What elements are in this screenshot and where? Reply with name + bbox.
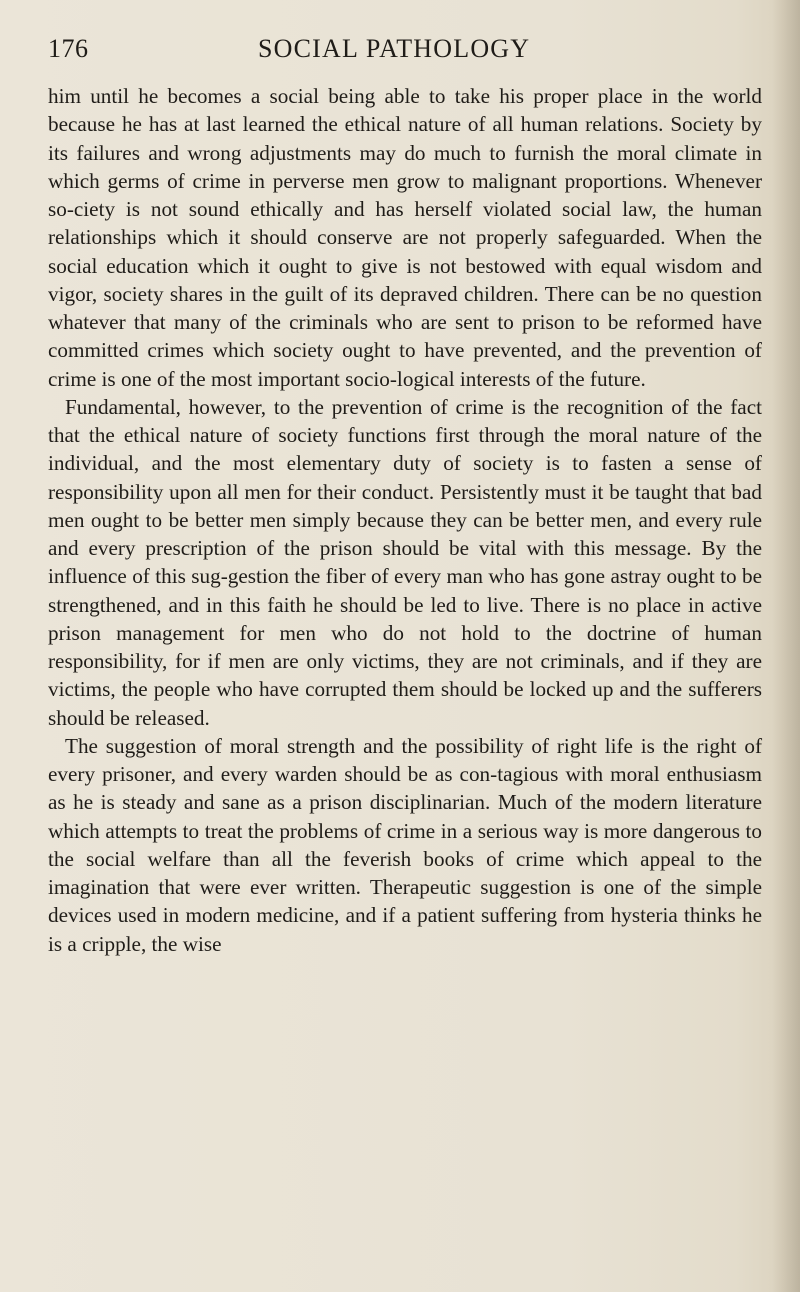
page-edge-shadow (772, 0, 800, 1292)
paragraph-1: him until he becomes a social being able to take his proper place in the world because he has at last learned the ethical nature of all human relations. Society by its failures and wrong adjustments may do much to furnish the moral climate in which germs of crime in perverse men grow to malignant proportions. Whenever so-ciety is not sound ethically and has herself violated social law, the human relationships which it should conserve are not properly safeguarded. When the social education which it ought to give is not bestowed with equal wisdom and vigor, society shares in the guilt of its depraved children. There can be no question whatever that many of the criminals who are sent to prison to be reformed have committed crimes which society ought to have prevented, and the prevention of crime is one of the most important socio-logical interests of the future. (48, 84, 762, 391)
page-number: 176 (48, 34, 89, 63)
paragraph-2: Fundamental, however, to the prevention of crime is the recognition of the fact that the ethical nature of society functions first through the moral nature of the individual, and the most elementary duty of society is to fasten a sense of responsibility upon all men for their conduct. Persistently must it be taught that bad men ought to be better men simply because they can be better men, and every rule and every prescription of the prison should be vital with this message. By the influence of this sug-gestion the fiber of every man who has gone astray ought to be strengthened, and in this faith he should be led to live. There is no place in active prison management for men who do not hold to the doctrine of human responsibility, for if men are only victims, they are not criminals, and if they are victims, the people who have corrupted them should be locked up and the sufferers should be released. (48, 394, 762, 730)
running-title: SOCIAL PATHOLOGY (258, 34, 531, 63)
paragraph-3: The suggestion of moral strength and the possibility of right life is the right of every prisoner, and every warden should be as con-tagious with moral enthusiasm as he is steady and sane as a prison disciplinarian. Much of the modern literature which attempts to treat the problems of crime in a serious way is more dangerous to the social welfare than all the feverish books of crime which appeal to the imagination that were ever written. Therapeutic suggestion is one of the simple devices used in modern medicine, and if a patient suffering from hysteria thinks he is a cripple, the wise (48, 733, 762, 956)
body-text (48, 82, 762, 958)
page-header (48, 34, 748, 68)
